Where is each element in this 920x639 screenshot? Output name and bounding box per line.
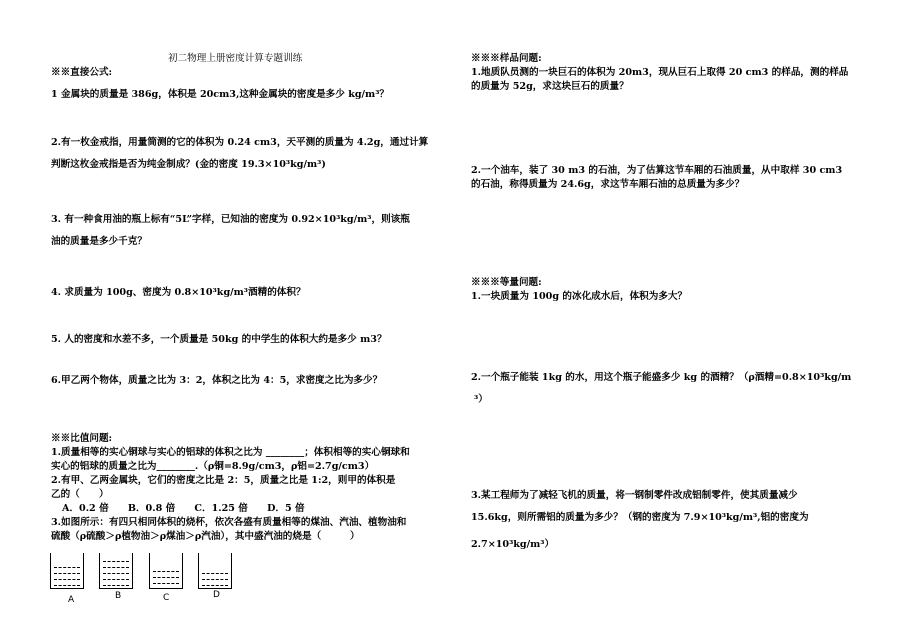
equal-question-2-line-2: ³） bbox=[474, 394, 488, 405]
equal-question-3-line-1: 3.某工程师为了减轻飞机的质量，将一钢制零件改成铝制零件，使其质量减少 bbox=[471, 490, 798, 501]
ratio-question-2-line-2: 乙的（ ） bbox=[51, 489, 109, 500]
question-5: 5. 人的密度和水差不多，一个质量是 50kg 的中学生的体积大约是多少 m3？ bbox=[51, 334, 387, 345]
question-2-line-2: 判断这枚金戒指是否为纯金制成？(金的密度 19.3×10³kg/m³) bbox=[51, 159, 326, 170]
page-title: 初二物理上册密度计算专题训练 bbox=[168, 53, 303, 64]
question-1: 1 金属块的质量是 386g，体积是 20cm3,这种金属块的密度是多少 kg/m³？ bbox=[51, 89, 389, 100]
beaker-a bbox=[50, 553, 84, 589]
beaker-label-b: B bbox=[115, 591, 122, 601]
question-3-line-1: 3. 有一种食用油的瓶上标有“5L”字样，已知油的密度为 0.92×10³kg/m³，则该瓶 bbox=[51, 214, 410, 225]
question-3-line-2: 油的质量是多少千克？ bbox=[51, 236, 147, 247]
beaker-label-d: D bbox=[213, 590, 220, 600]
question-2-line-1: 2.有一枚金戒指，用量筒测的它的体积为 0.24 cm3，天平测的质量为 4.2g，通过计算 bbox=[51, 137, 429, 148]
ratio-question-3-line-2: 硫酸（ρ硫酸＞ρ植物油＞ρ煤油＞ρ汽油），其中盛汽油的烧是（ ） bbox=[51, 531, 360, 542]
equal-question-1: 1.一块质量为 100g 的冰化成水后，体积为多大？ bbox=[471, 291, 688, 302]
section-direct-formula: ※※直接公式: bbox=[51, 67, 113, 78]
beaker-d bbox=[198, 553, 232, 589]
ratio-question-2-line-1: 2.有甲、乙两金属块，它们的密度之比是 2：5，质量之比是 1:2，则甲的体积是 bbox=[51, 475, 396, 486]
sample-question-1-line-2: 的质量为 52g，求这块巨石的质量？ bbox=[471, 81, 629, 92]
ratio-question-1-line-2: 实心的铝球的质量之比为________.（ρ铜=8.9g/cm3，ρ铝=2.7g/cm3） bbox=[51, 461, 375, 472]
question-6: 6.甲乙两个物体，质量之比为 3：2，体积之比为 4：5，求密度之比为多少？ bbox=[51, 375, 383, 386]
beaker-c bbox=[149, 553, 183, 589]
sample-question-2-line-2: 的石油，称得质量为 24.6g，求这节车厢石油的总质量为多少？ bbox=[471, 179, 745, 190]
equal-question-3-line-3: 2.7×10³kg/m³） bbox=[471, 539, 555, 550]
ratio-question-1-line-1: 1.质量相等的实心铜球与实心的铝球的体积之比为 ________；体积相等的实心铜球和 bbox=[51, 447, 410, 458]
equal-question-3-line-2: 15.6kg，则所需铝的质量为多少？（钢的密度为 7.9×10³kg/m³,铝的密度为 bbox=[471, 512, 809, 523]
beaker-label-c: C bbox=[163, 593, 170, 603]
sample-question-1-line-1: 1.地质队员测的一块巨石的体积为 20m3，现从巨石上取得 20 cm3 的样品，测的样品 bbox=[471, 67, 849, 78]
beaker-b bbox=[99, 553, 133, 589]
ratio-question-2-options: A．0.2 倍 B．0.8 倍 C．1.25 倍 D．5 倍 bbox=[62, 503, 305, 514]
section-equal-quantity: ※※※等量问题: bbox=[471, 277, 542, 288]
question-4: 4. 求质量为 100g、密度为 0.8×10³kg/m³酒精的体积？ bbox=[51, 287, 306, 298]
beaker-label-a: A bbox=[68, 595, 75, 605]
section-ratio: ※※比值问题: bbox=[51, 433, 113, 444]
section-sample: ※※※样品问题: bbox=[471, 53, 542, 64]
sample-question-2-line-1: 2.一个油车，装了 30 m3 的石油，为了估算这节车厢的石油质量，从中取样 30 cm3 bbox=[471, 165, 843, 176]
equal-question-2-line-1: 2.一个瓶子能装 1kg 的水，用这个瓶子能盛多少 kg 的酒精？（ρ酒精=0.8×10³kg/m bbox=[471, 372, 852, 383]
ratio-question-3-line-1: 3.如图所示：有四只相同体积的烧杯，依次各盛有质量相等的煤油、汽油、植物油和 bbox=[51, 517, 407, 528]
